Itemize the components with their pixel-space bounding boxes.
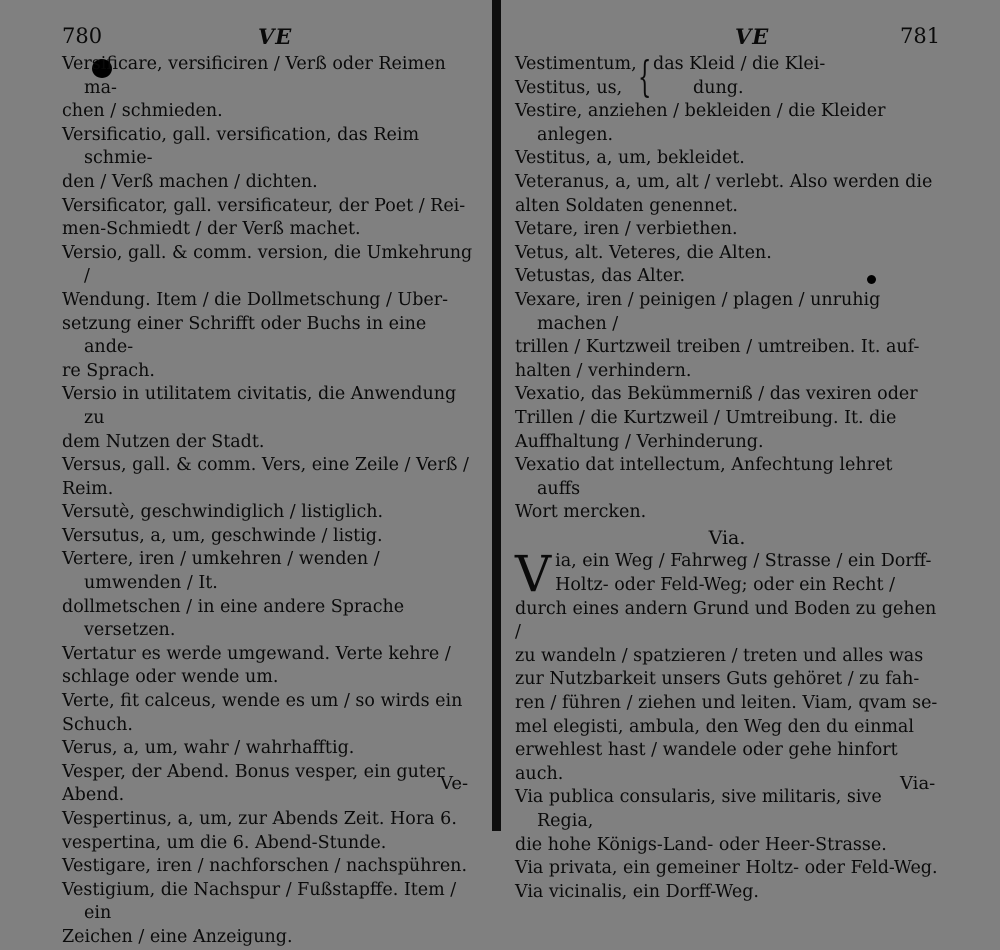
catchword: Ve-: [440, 773, 469, 794]
text-line: Zeichen / eine Anzeigung.: [62, 926, 293, 947]
page-number: 780: [62, 24, 103, 48]
page-number: 781: [900, 24, 941, 48]
text-line: Vexatio, das Bekümmerniß / das vexiren oder: [515, 384, 918, 405]
running-header: VE: [258, 24, 293, 49]
text-line: Versio in utilitatem civitatis, die Anwendung zu: [62, 384, 457, 428]
text-line: Versificatio, gall. versification, das Reim schmie-: [62, 124, 420, 169]
text-line: durch eines andern Grund und Boden zu gehen /: [515, 598, 937, 643]
text-line: schlage oder wende um.: [62, 667, 279, 688]
text-line: Versus, gall. & comm. Vers, eine Zeile / Verß /: [62, 455, 469, 476]
right-page: [505, 0, 1000, 902]
text-line: Reim.: [62, 478, 114, 499]
text-line: die hohe Königs-Land- oder Heer-Strasse.: [515, 834, 887, 855]
text-line: Vesper, der Abend. Bonus vesper, ein guter: [62, 761, 445, 782]
text-line: Veteranus, a, um, alt / verlebt. Also werden die: [515, 171, 933, 192]
text-line: Wort mercken.: [515, 502, 647, 523]
text-line: Verte, fit calceus, wende es um / so wirds ein: [62, 691, 463, 712]
text-line: Vestigium, die Nachspur / Fußstapffe. Item / ein: [62, 879, 457, 924]
text-line: Wendung. Item / die Dollmetschung / Uber-: [62, 289, 449, 310]
text-line: Via publica consularis, sive militaris, sive Regia,: [515, 787, 882, 831]
text-line: ia, ein Weg / Fahrweg / Strasse / ein Dorff-: [555, 551, 932, 572]
text-line: Versio, gall. & comm. version, die Umkehrung /: [62, 242, 473, 287]
text-line: Versutè, geschwindiglich / listiglich.: [62, 502, 384, 523]
text-line: zu wandeln / spatzieren / treten und alles was: [515, 645, 924, 666]
text-line: Verus, a, um, wahr / wahrhafftig.: [62, 738, 355, 759]
text-line: re Sprach.: [62, 360, 155, 381]
text-line: erwehlest hast / wandele oder gehe hinfort auch.: [515, 740, 898, 784]
text-line: chen / schmieden.: [62, 101, 223, 122]
curly-brace-icon: {: [638, 51, 652, 101]
text-line: Vestire, anziehen / bekleiden / die Kleider anlegen.: [515, 101, 886, 145]
text-line: Vestitus, a, um, bekleidet.: [515, 148, 745, 169]
text-line: men-Schmiedt / der Verß machet.: [62, 219, 361, 240]
brace-meaning: das Kleid / die Klei-: [653, 54, 826, 74]
text-line: Auffhaltung / Verhinderung.: [515, 431, 764, 452]
text-line: alten Soldaten genennet.: [515, 195, 738, 216]
text-line: Vetustas, das Alter.: [515, 266, 686, 287]
text-line: Schuch.: [62, 714, 133, 735]
text-line: Vespertinus, a, um, zur Abends Zeit. Hora 6.: [62, 809, 457, 829]
drop-cap: V: [515, 545, 552, 604]
text-line: Vexare, iren / peinigen / plagen / unruhig machen /: [515, 289, 881, 334]
brace-term: Vestimentum,: [515, 54, 637, 74]
text-line: Vexatio dat intellectum, Anfechtung lehret auffs: [515, 455, 893, 499]
text-line: setzung einer Schrifft oder Buchs in eine ande-: [62, 313, 427, 358]
catchword: Via-: [900, 773, 936, 794]
text-line: Vetare, iren / verbiethen.: [515, 219, 738, 240]
text-line: zur Nutzbarkeit unsers Guts gehöret / zu fah-: [515, 669, 920, 690]
text-line: ren / führen / ziehen und leiten. Viam, qvam se-: [515, 693, 938, 714]
text-line: Holtz- oder Feld-Weg; oder ein Recht /: [555, 575, 896, 596]
left-page: [0, 0, 495, 947]
text-line: Via privata, ein gemeiner Holtz- oder Feld-Weg.: [515, 858, 938, 879]
text-line: Vertere, iren / umkehren / wenden / umwenden / It.: [62, 549, 380, 594]
brace-meaning: dung.: [693, 77, 744, 98]
text-line: Vetus, alt. Veteres, die Alten.: [515, 242, 772, 263]
text-line: Vertatur es werde umgewand. Verte kehre /: [62, 643, 451, 664]
text-line: mel elegisti, ambula, den Weg den du einmal: [515, 716, 914, 737]
dictionary-column: [62, 53, 480, 950]
text-line: dollmetschen / in eine andere Sprache versetzen.: [62, 596, 405, 641]
via-paragraph: [515, 545, 939, 786]
text-line: Versutus, a, um, geschwinde / listig.: [62, 525, 383, 546]
text-line: dem Nutzen der Stadt.: [62, 431, 265, 452]
text-line: Versificator, gall. versificateur, der Poet / Rei-: [62, 195, 466, 216]
text-line: Via vicinalis, ein Dorff-Weg.: [515, 881, 759, 902]
text-line: vespertina, um die 6. Abend-Stunde.: [62, 832, 387, 853]
running-header: VE: [735, 24, 770, 49]
text-line: trillen / Kurtzweil treiben / umtreiben. It. auf-: [515, 337, 920, 358]
text-line: den / Verß machen / dichten.: [62, 171, 318, 192]
dictionary-column: [515, 53, 939, 904]
text-line: Versificare, versificiren / Verß oder Reimen ma-: [62, 54, 446, 98]
text-line: Trillen / die Kurtzweil / Umtreibung. It. die: [515, 407, 897, 428]
text-line: halten / verhindern.: [515, 360, 692, 381]
section-heading: Via.: [708, 526, 746, 549]
text-line: Abend.: [62, 785, 125, 806]
text-line: Vestigare, iren / nachforschen / nachspühren.: [62, 856, 468, 877]
brace-term: Vestitus, us,: [515, 77, 623, 98]
brace-entry: [515, 53, 939, 100]
